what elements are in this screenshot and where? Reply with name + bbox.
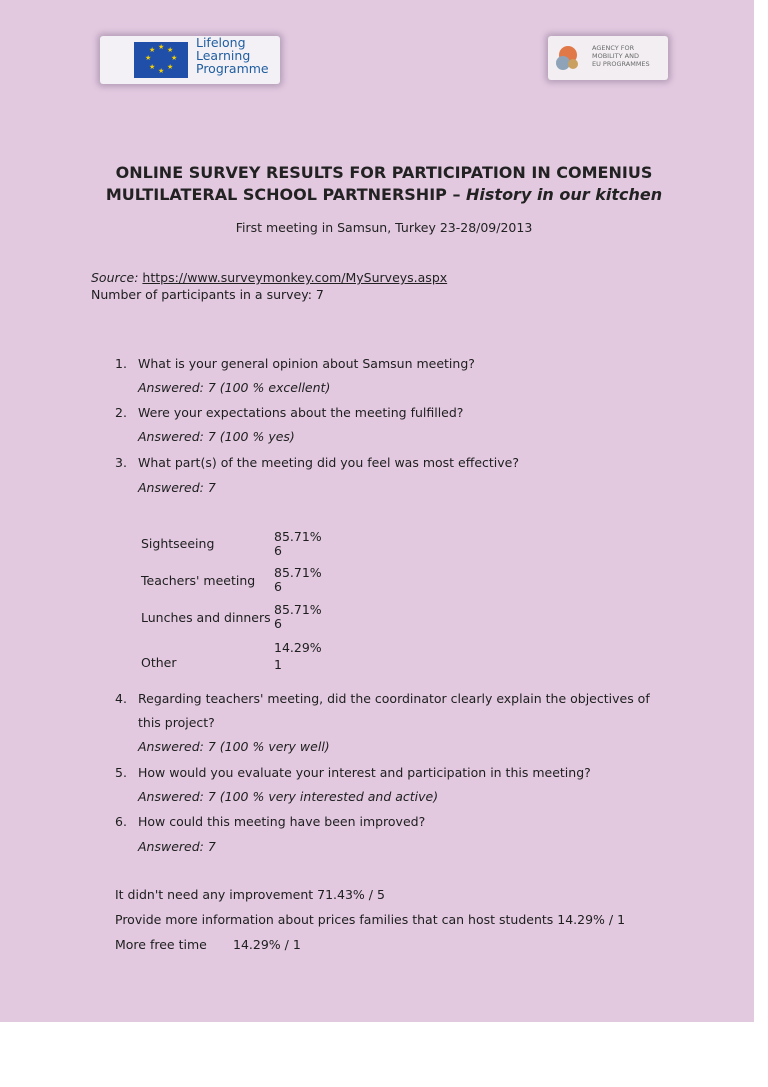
table-row-values xyxy=(274,566,322,594)
title-line-2 xyxy=(70,184,698,206)
improvement-item-value: 14.29% / 1 xyxy=(233,937,301,952)
question-text: Were your expectations about the meeting fulfilled? xyxy=(138,405,464,420)
agency-mark-icon xyxy=(554,44,582,72)
table-row-count: 6 xyxy=(274,579,282,594)
question-answer: Answered: 7 (100 % very interested and active) xyxy=(138,789,439,804)
table-row-values xyxy=(274,639,322,673)
question-text: How could this meeting have been improved? xyxy=(138,814,426,829)
participants-count: Number of participants in a survey: 7 xyxy=(91,287,324,302)
eu-flag-icon: ★ ★ ★ ★ ★ ★ ★ ★ xyxy=(134,42,188,78)
agency-text xyxy=(592,44,650,68)
question-number: 3. xyxy=(115,455,127,470)
question-answer: Answered: 7 (100 % very well) xyxy=(138,739,330,754)
page-title xyxy=(70,162,698,206)
table-row-count: 1 xyxy=(274,657,282,672)
logo-line: Learning xyxy=(196,48,251,63)
improvement-item: It didn't need any improvement 71.43% / 5 xyxy=(115,887,385,902)
lifelong-learning-logo xyxy=(100,36,280,84)
question-answer: Answered: 7 (100 % yes) xyxy=(138,429,295,444)
title-line-2-plain: MULTILATERAL SCHOOL PARTNERSHIP – xyxy=(105,185,467,204)
question-number: 2. xyxy=(115,405,127,420)
logo-line: EU PROGRAMMES xyxy=(592,60,650,68)
question-text: Regarding teachers' meeting, did the coordinator clearly explain the objectives of xyxy=(138,691,650,706)
source-label: Source: xyxy=(91,270,139,285)
table-row-count: 6 xyxy=(274,543,282,558)
question-number: 5. xyxy=(115,765,127,780)
question-text-continued: this project? xyxy=(138,715,215,730)
logo-text xyxy=(196,36,269,75)
improvement-item: Provide more information about prices families that can host students 14.29% / 1 xyxy=(115,912,626,927)
question-answer: Answered: 7 xyxy=(138,839,216,854)
question-answer: Answered: 7 xyxy=(138,480,216,495)
table-row-values xyxy=(274,603,322,631)
logo-line: Lifelong xyxy=(196,35,246,50)
agency-logo xyxy=(548,36,668,80)
table-row-label: Lunches and dinners xyxy=(141,610,271,625)
table-row-percent: 14.29% xyxy=(274,640,322,655)
question-text: What is your general opinion about Samsun meeting? xyxy=(138,356,475,371)
question-answer: Answered: 7 (100 % excellent) xyxy=(138,380,331,395)
meeting-subtitle: First meeting in Samsun, Turkey 23-28/09/2013 xyxy=(235,220,533,235)
source-block xyxy=(91,269,447,303)
source-line xyxy=(91,269,447,286)
logo-line: AGENCY FOR xyxy=(592,44,635,52)
question-text: What part(s) of the meeting did you feel was most effective? xyxy=(138,455,519,470)
table-row-percent: 85.71% xyxy=(274,565,322,580)
table-row-label: Other xyxy=(141,655,177,670)
question-number: 1. xyxy=(115,356,127,371)
question-text: How would you evaluate your interest and participation in this meeting? xyxy=(138,765,591,780)
table-row-label: Teachers' meeting xyxy=(141,573,256,588)
table-row-percent: 85.71% xyxy=(274,602,322,617)
table-row-percent: 85.71% xyxy=(274,529,322,544)
question-number: 4. xyxy=(115,691,127,706)
table-row-count: 6 xyxy=(274,616,282,631)
question-number: 6. xyxy=(115,814,127,829)
source-link[interactable]: https://www.surveymonkey.com/MySurveys.aspx xyxy=(142,270,448,285)
logo-line: Programme xyxy=(196,61,269,76)
table-row-values xyxy=(274,530,322,558)
project-name: History in our kitchen xyxy=(466,185,663,204)
title-line-1: ONLINE SURVEY RESULTS FOR PARTICIPATION IN COMENIUS xyxy=(115,163,653,182)
table-row-label: Sightseeing xyxy=(141,536,215,551)
logo-line: MOBILITY AND xyxy=(592,52,639,60)
improvement-item-label: More free time xyxy=(115,937,207,952)
